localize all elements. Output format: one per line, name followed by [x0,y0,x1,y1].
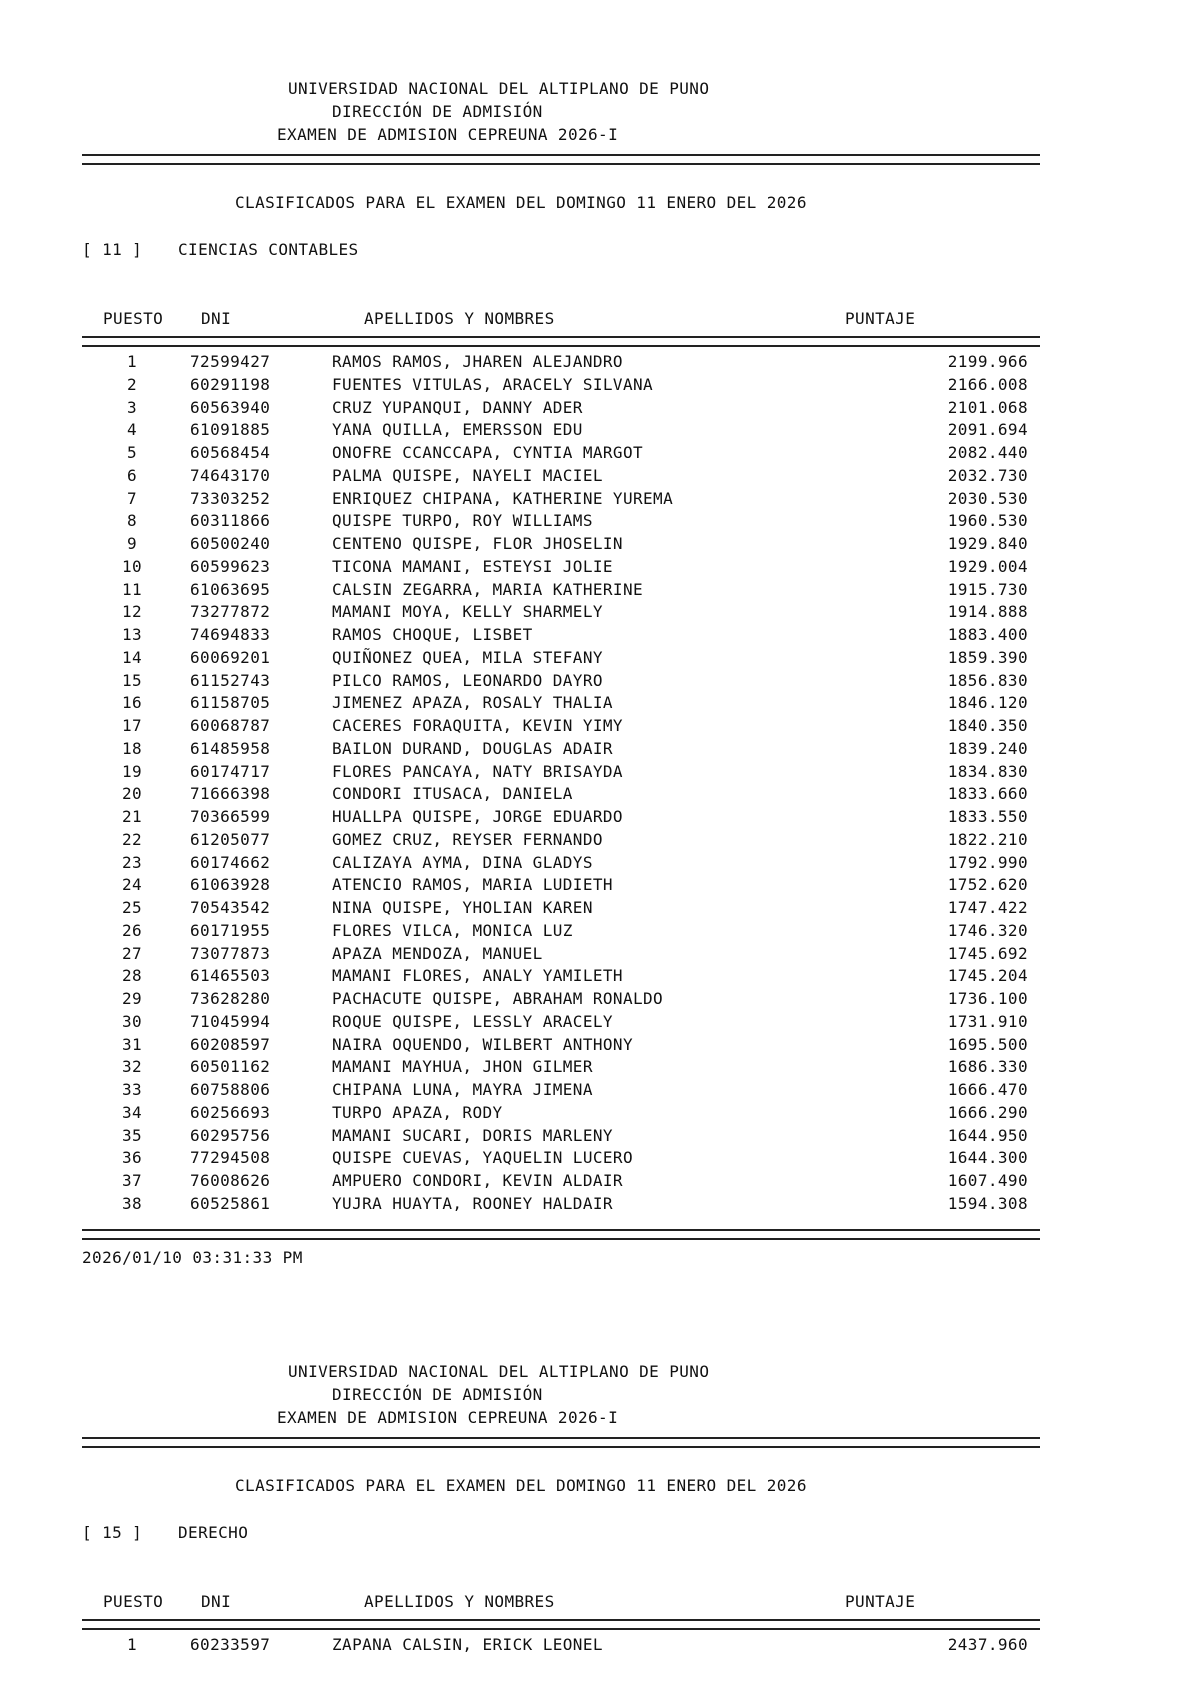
cell-nombre: PACHACUTE QUISPE, ABRAHAM RONALDO [332,989,664,1008]
cell-puesto: 24 [121,875,143,895]
table-row [0,944,1200,967]
cell-nombre: BAILON DURAND, DOUGLAS ADAIR [332,738,613,758]
table-row [0,671,1200,694]
cell-nombre: ZAPANA CALSIN, ERICK LEONEL [332,1635,603,1654]
cell-dni: 61205077 [190,829,271,849]
col-header-puntaje: PUNTAJE [845,1592,916,1611]
table-row [0,443,1200,466]
cell-dni: 73077873 [190,943,271,963]
table-row [0,921,1200,944]
cell-nombre: QUISPE TURPO, ROY WILLIAMS [332,511,593,531]
cell-puesto: 36 [121,1148,143,1168]
cell-puntaje: 2082.440 [947,443,1028,462]
cell-dni: 74694833 [190,625,271,644]
cell-puntaje: 1745.692 [947,943,1028,963]
cell-puntaje: 1695.500 [947,1034,1028,1054]
cell-puntaje: 1929.004 [947,556,1028,576]
cell-dni: 60758806 [190,1080,271,1099]
cell-nombre: ROQUE QUISPE, LESSLY ARACELY [332,1011,613,1031]
cell-puntaje: 1960.530 [947,511,1028,531]
cell-nombre: ONOFRE CCANCCAPA, CYNTIA MARGOT [332,443,644,462]
cell-puntaje: 2032.730 [947,465,1028,485]
cell-puesto: 30 [121,1011,143,1031]
cell-nombre: CALSIN ZEGARRA, MARIA KATHERINE [332,579,644,599]
cell-dni: 71045994 [190,1011,271,1031]
cell-dni: 60311866 [190,511,271,531]
table-row [0,1035,1200,1058]
cell-puesto: 34 [121,1102,143,1122]
col-header-puesto: PUESTO [103,309,164,328]
table-row [0,830,1200,853]
cell-dni: 60171955 [190,920,271,940]
program-name: CIENCIAS CONTABLES [178,240,359,259]
col-header-puesto: PUESTO [103,1592,164,1611]
cell-puesto: 1 [126,352,138,371]
cell-nombre: YANA QUILLA, EMERSSON EDU [332,420,583,440]
cell-puntaje: 1834.830 [947,761,1028,781]
separator [82,336,1040,347]
cell-puesto: 7 [126,488,138,508]
cell-nombre: MAMANI SUCARI, DORIS MARLENY [332,1125,613,1145]
cell-puntaje: 1594.308 [947,1193,1028,1213]
cell-nombre: QUIÑONEZ QUEA, MILA STEFANY [332,647,603,667]
table-row [0,557,1200,580]
program-code: [ 11 ] [82,240,143,259]
timestamp: 2026/01/10 03:31:33 PM [82,1248,303,1267]
table-row [0,693,1200,716]
table-row [0,625,1200,648]
cell-puesto: 26 [121,920,143,940]
cell-puesto: 11 [121,579,143,599]
cell-puesto: 1 [126,1635,138,1654]
cell-puntaje: 1607.490 [947,1171,1028,1190]
cell-nombre: FUENTES VITULAS, ARACELY SILVANA [332,374,654,394]
direction-title: DIRECCIÓN DE ADMISIÓN [332,102,543,121]
cell-puntaje: 2030.530 [947,488,1028,508]
cell-nombre: MAMANI FLORES, ANALY YAMILETH [332,966,623,986]
table-row [0,1057,1200,1080]
cell-nombre: FLORES VILCA, MONICA LUZ [332,920,573,940]
cell-dni: 73628280 [190,989,271,1008]
cell-puesto: 19 [121,761,143,781]
table-row [0,511,1200,534]
university-title: UNIVERSIDAD NACIONAL DEL ALTIPLANO DE PUNO [288,79,710,98]
table-row [0,375,1200,398]
cell-dni: 77294508 [190,1148,271,1168]
cell-dni: 60599623 [190,556,271,576]
exam-subtitle: CLASIFICADOS PARA EL EXAMEN DEL DOMINGO 11 ENERO DEL 2026 [235,193,807,212]
table-row [0,602,1200,625]
cell-dni: 61091885 [190,420,271,440]
cell-dni: 70366599 [190,807,271,826]
cell-puesto: 12 [121,602,143,622]
cell-dni: 72599427 [190,352,271,371]
table-row [0,398,1200,421]
cell-nombre: CALIZAYA AYMA, DINA GLADYS [332,852,593,872]
cell-puesto: 4 [126,420,138,440]
cell-nombre: AMPUERO CONDORI, KEVIN ALDAIR [332,1171,623,1190]
cell-nombre: CRUZ YUPANQUI, DANNY ADER [332,397,583,417]
cell-nombre: CENTENO QUISPE, FLOR JHOSELIN [332,534,623,553]
col-header-dni: DNI [201,1592,232,1611]
cell-dni: 60174717 [190,761,271,781]
cell-puntaje: 1686.330 [947,1057,1028,1077]
cell-puesto: 14 [121,647,143,667]
cell-puesto: 16 [121,693,143,713]
table-row [0,580,1200,603]
cell-puesto: 9 [126,534,138,553]
cell-puntaje: 1840.350 [947,716,1028,735]
cell-nombre: YUJRA HUAYTA, ROONEY HALDAIR [332,1193,613,1213]
table-row [0,1103,1200,1126]
cell-puntaje: 1666.470 [947,1080,1028,1099]
cell-puesto: 27 [121,943,143,963]
exam-subtitle: CLASIFICADOS PARA EL EXAMEN DEL DOMINGO 11 ENERO DEL 2026 [235,1476,807,1495]
cell-nombre: CONDORI ITUSACA, DANIELA [332,784,573,804]
direction-title: DIRECCIÓN DE ADMISIÓN [332,1385,543,1404]
cell-dni: 73277872 [190,602,271,622]
col-header-nombres: APELLIDOS Y NOMBRES [364,1592,555,1611]
table-row [0,898,1200,921]
cell-nombre: PILCO RAMOS, LEONARDO DAYRO [332,670,603,690]
cell-puesto: 17 [121,716,143,735]
table-row [0,1148,1200,1171]
cell-puntaje: 1731.910 [947,1011,1028,1031]
cell-dni: 60174662 [190,852,271,872]
cell-nombre: ENRIQUEZ CHIPANA, KATHERINE YUREMA [332,488,674,508]
cell-puntaje: 1915.730 [947,579,1028,599]
table-row [0,1635,1200,1658]
cell-puntaje: 1745.204 [947,966,1028,986]
cell-dni: 61465503 [190,966,271,986]
cell-puntaje: 1929.840 [947,534,1028,553]
cell-dni: 61485958 [190,738,271,758]
table-row [0,534,1200,557]
table-row [0,648,1200,671]
cell-dni: 60069201 [190,647,271,667]
cell-dni: 60295756 [190,1125,271,1145]
cell-puntaje: 1644.950 [947,1125,1028,1145]
cell-puntaje: 2166.008 [947,374,1028,394]
cell-puntaje: 2091.694 [947,420,1028,440]
cell-dni: 60568454 [190,443,271,462]
table-row [0,1171,1200,1194]
table-row [0,989,1200,1012]
cell-puntaje: 2101.068 [947,397,1028,417]
cell-puntaje: 1746.320 [947,920,1028,940]
cell-dni: 71666398 [190,784,271,804]
table-row [0,1080,1200,1103]
cell-dni: 60563940 [190,397,271,417]
cell-nombre: JIMENEZ APAZA, ROSALY THALIA [332,693,613,713]
cell-puntaje: 1859.390 [947,647,1028,667]
cell-puntaje: 1822.210 [947,829,1028,849]
cell-nombre: FLORES PANCAYA, NATY BRISAYDA [332,761,623,781]
cell-puesto: 33 [121,1080,143,1099]
cell-dni: 61152743 [190,670,271,690]
cell-puesto: 18 [121,738,143,758]
table-row [0,716,1200,739]
col-header-puntaje: PUNTAJE [845,309,916,328]
cell-puesto: 29 [121,989,143,1008]
cell-dni: 60501162 [190,1057,271,1077]
cell-puesto: 8 [126,511,138,531]
table-row [0,784,1200,807]
cell-puesto: 38 [121,1193,143,1213]
cell-nombre: APAZA MENDOZA, MANUEL [332,943,543,963]
col-header-nombres: APELLIDOS Y NOMBRES [364,309,555,328]
table-row [0,807,1200,830]
table-row [0,1126,1200,1149]
table-row [0,875,1200,898]
separator [82,1229,1040,1240]
cell-puntaje: 1644.300 [947,1148,1028,1168]
cell-puesto: 37 [121,1171,143,1190]
cell-dni: 60256693 [190,1102,271,1122]
cell-puntaje: 1752.620 [947,875,1028,895]
cell-puesto: 22 [121,829,143,849]
cell-nombre: ATENCIO RAMOS, MARIA LUDIETH [332,875,613,895]
cell-dni: 61063928 [190,875,271,895]
cell-puesto: 32 [121,1057,143,1077]
cell-puntaje: 1736.100 [947,989,1028,1008]
col-header-dni: DNI [201,309,232,328]
cell-puesto: 28 [121,966,143,986]
separator [82,1619,1040,1630]
cell-puntaje: 1856.830 [947,670,1028,690]
cell-puesto: 20 [121,784,143,804]
cell-nombre: HUALLPA QUISPE, JORGE EDUARDO [332,807,623,826]
cell-puesto: 6 [126,465,138,485]
cell-nombre: CACERES FORAQUITA, KEVIN YIMY [332,716,623,735]
table-row [0,466,1200,489]
table-row [0,762,1200,785]
cell-puesto: 5 [126,443,138,462]
exam-title: EXAMEN DE ADMISION CEPREUNA 2026-I [277,125,619,144]
cell-nombre: GOMEZ CRUZ, REYSER FERNANDO [332,829,603,849]
cell-nombre: RAMOS CHOQUE, LISBET [332,625,533,644]
cell-nombre: NAIRA OQUENDO, WILBERT ANTHONY [332,1034,633,1054]
exam-title: EXAMEN DE ADMISION CEPREUNA 2026-I [277,1408,619,1427]
cell-dni: 61063695 [190,579,271,599]
cell-puesto: 25 [121,898,143,917]
cell-puntaje: 2199.966 [947,352,1028,371]
cell-dni: 60233597 [190,1635,271,1654]
cell-puesto: 35 [121,1125,143,1145]
program-code: [ 15 ] [82,1523,143,1542]
table-row [0,1012,1200,1035]
table-row [0,1194,1200,1217]
cell-dni: 76008626 [190,1171,271,1190]
cell-puntaje: 1792.990 [947,852,1028,872]
cell-nombre: QUISPE CUEVAS, YAQUELIN LUCERO [332,1148,633,1168]
cell-dni: 60500240 [190,534,271,553]
cell-puesto: 3 [126,397,138,417]
cell-puntaje: 2437.960 [947,1635,1028,1654]
table-row [0,739,1200,762]
cell-dni: 61158705 [190,693,271,713]
cell-dni: 60291198 [190,374,271,394]
cell-nombre: PALMA QUISPE, NAYELI MACIEL [332,465,603,485]
cell-puntaje: 1666.290 [947,1102,1028,1122]
cell-puntaje: 1747.422 [947,898,1028,917]
cell-nombre: MAMANI MOYA, KELLY SHARMELY [332,602,603,622]
cell-dni: 73303252 [190,488,271,508]
table-row [0,966,1200,989]
cell-nombre: TICONA MAMANI, ESTEYSI JOLIE [332,556,613,576]
cell-puntaje: 1846.120 [947,693,1028,713]
university-title: UNIVERSIDAD NACIONAL DEL ALTIPLANO DE PUNO [288,1362,710,1381]
cell-puesto: 13 [121,625,143,644]
table-row [0,489,1200,512]
table-row [0,420,1200,443]
cell-dni: 60208597 [190,1034,271,1054]
cell-puntaje: 1833.550 [947,807,1028,826]
table-row [0,853,1200,876]
cell-puesto: 21 [121,807,143,826]
cell-puntaje: 1914.888 [947,602,1028,622]
separator [82,154,1040,165]
cell-puntaje: 1833.660 [947,784,1028,804]
separator [82,1437,1040,1448]
cell-nombre: CHIPANA LUNA, MAYRA JIMENA [332,1080,593,1099]
cell-nombre: NINA QUISPE, YHOLIAN KAREN [332,898,593,917]
cell-dni: 70543542 [190,898,271,917]
cell-puesto: 10 [121,556,143,576]
cell-puesto: 31 [121,1034,143,1054]
cell-puesto: 15 [121,670,143,690]
cell-dni: 60068787 [190,716,271,735]
cell-puesto: 2 [126,374,138,394]
cell-nombre: MAMANI MAYHUA, JHON GILMER [332,1057,593,1077]
cell-dni: 74643170 [190,465,271,485]
cell-puesto: 23 [121,852,143,872]
cell-nombre: RAMOS RAMOS, JHAREN ALEJANDRO [332,352,623,371]
cell-puntaje: 1839.240 [947,738,1028,758]
cell-nombre: TURPO APAZA, RODY [332,1102,503,1122]
table-row [0,352,1200,375]
cell-puntaje: 1883.400 [947,625,1028,644]
program-name: DERECHO [178,1523,249,1542]
cell-dni: 60525861 [190,1193,271,1213]
